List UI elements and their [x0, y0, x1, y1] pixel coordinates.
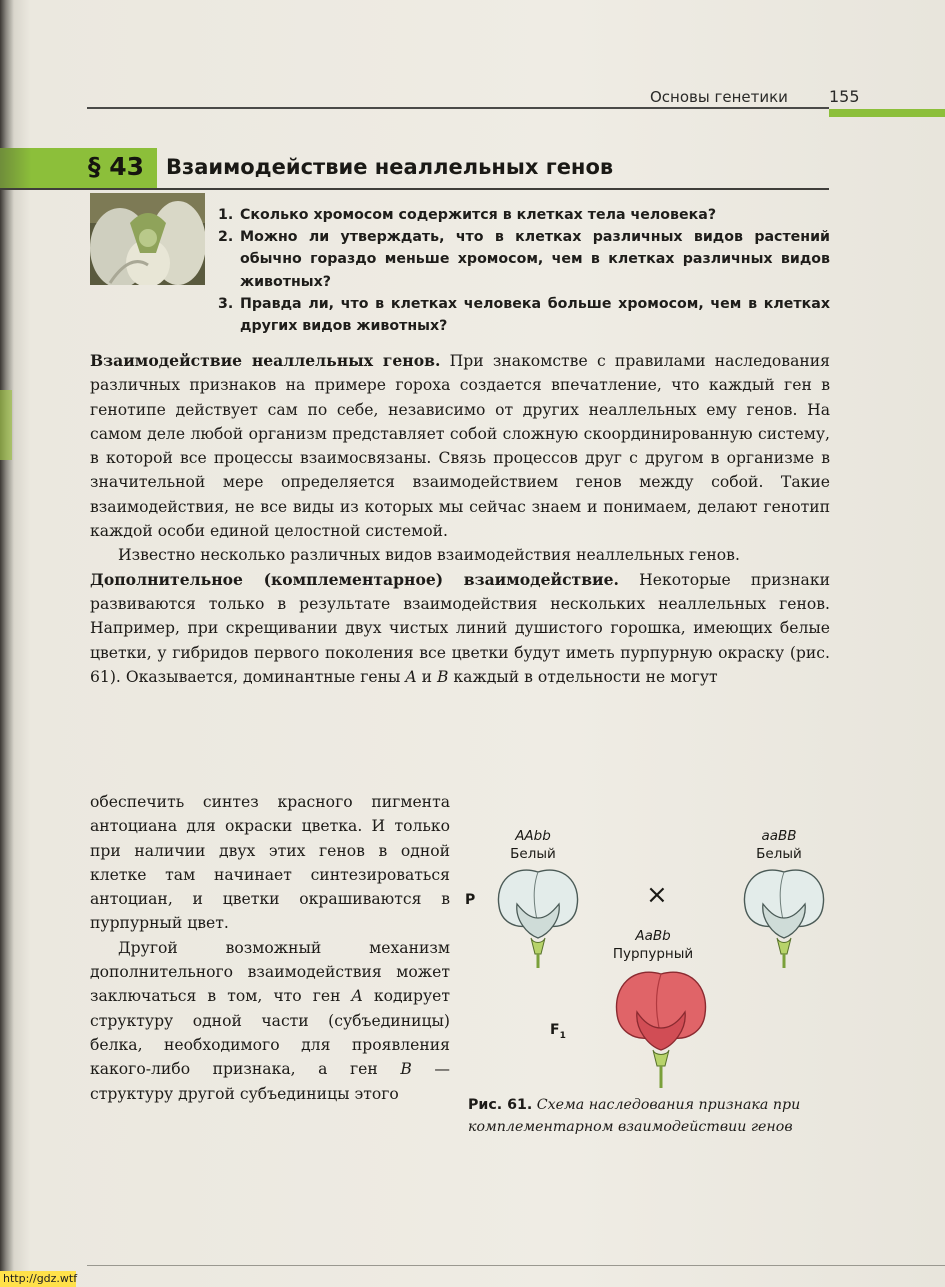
bottom-rule	[87, 1265, 945, 1266]
paragraph-mechanism: Другой возможный механизм дополнительного взаимодействия может заключаться в том, что ген A кодирует структуру одной части (субъединицы) белка, необходимого для проявления какого-либо признака, а ген B — структуру другой субъединицы этого	[90, 938, 450, 1103]
hybrid-phenotype: Пурпурный	[612, 946, 694, 962]
paragraph-types: Известно несколько различных видов взаимодействия неаллельных генов.	[118, 546, 740, 565]
question-item: 1. Сколько хромосом содержится в клетках тела человека?	[218, 207, 717, 223]
section-number: § 43	[88, 152, 144, 181]
cross-symbol: ×	[646, 880, 668, 910]
paragraph-complementary: Дополнительное (комплементарное) взаимодействие. Некоторые признаки развиваются только в результате взаимодействия нескольких неаллельных генов. Например, при скрещивании двух чистых линий душистого горошка, имеющих белые цветки, у гибридов первого поколения все цветки будут иметь пурпурную окраску (рис. 61). Оказывается, доминантные гены A и B каждый в отдельности не могут	[90, 569, 830, 686]
white-flower-right	[739, 864, 829, 968]
white-flower-left	[493, 864, 583, 968]
p-generation-label: P	[465, 892, 476, 908]
page-edge-tab	[0, 390, 12, 460]
main-text	[90, 349, 830, 689]
hybrid-genotype: AaBb	[635, 928, 671, 944]
question-item: 2. Можно ли утверждать, что в клетках различных видов растений обычно гораздо меньше хромосом, чем в клетках различных видов животных?	[218, 229, 830, 290]
parent1-phenotype: Белый	[510, 846, 556, 862]
page-number: 155	[829, 87, 860, 106]
paragraph-intro: Взаимодействие неаллельных генов. При знакомстве с правилами наследования различных признаков на примере гороха создается впечатление, что каждый ген в генотипе действует сам по себе, независимо от других неаллельных ему генов. На самом деле любой организм представляет собой сложную скоординированную систему, в которой все процессы взаимосвязаны. Связь процессов друг с другом в организме в значительной мере определяется взаимодействием генов между собой. Такие взаимодействия, не все виды из которых мы сейчас знаем и понимаем, делают генотип каждой особи единой целостной системой.	[90, 351, 830, 541]
figure-caption: Рис. 61. Схема наследования признака при комплементарном взаимодействии генов	[468, 1097, 801, 1135]
parent1-genotype: AAbb	[515, 828, 551, 844]
f1-generation-label: $F_1$	[550, 1022, 566, 1041]
watermark-url: http://gdz.wtf	[0, 1271, 76, 1287]
review-questions	[218, 204, 830, 337]
question-item: 3. Правда ли, что в клетках человека больше хромосом, чем в клетках других видов животных?	[218, 295, 830, 335]
header-rule	[87, 107, 829, 109]
parent2-genotype: aaBB	[761, 828, 797, 844]
purple-flower-hybrid	[611, 968, 711, 1088]
narrow-column-text	[90, 790, 450, 1106]
section-title: Взаимодействие неаллельных генов	[166, 155, 614, 179]
parent2-phenotype: Белый	[756, 846, 802, 862]
section-rule	[0, 188, 829, 190]
paragraph-anthocyanin: обеспечить синтез красного пигмента антоциана для окраски цветка. И только при наличии двух этих генов в одной клетке там начинает синтезироваться антоциан, и цветки окрашиваются в пурпурный цвет.	[90, 793, 450, 933]
header-accent-bar	[829, 109, 945, 117]
running-title: Основы генетики	[650, 88, 788, 106]
flower-photo	[90, 193, 205, 285]
